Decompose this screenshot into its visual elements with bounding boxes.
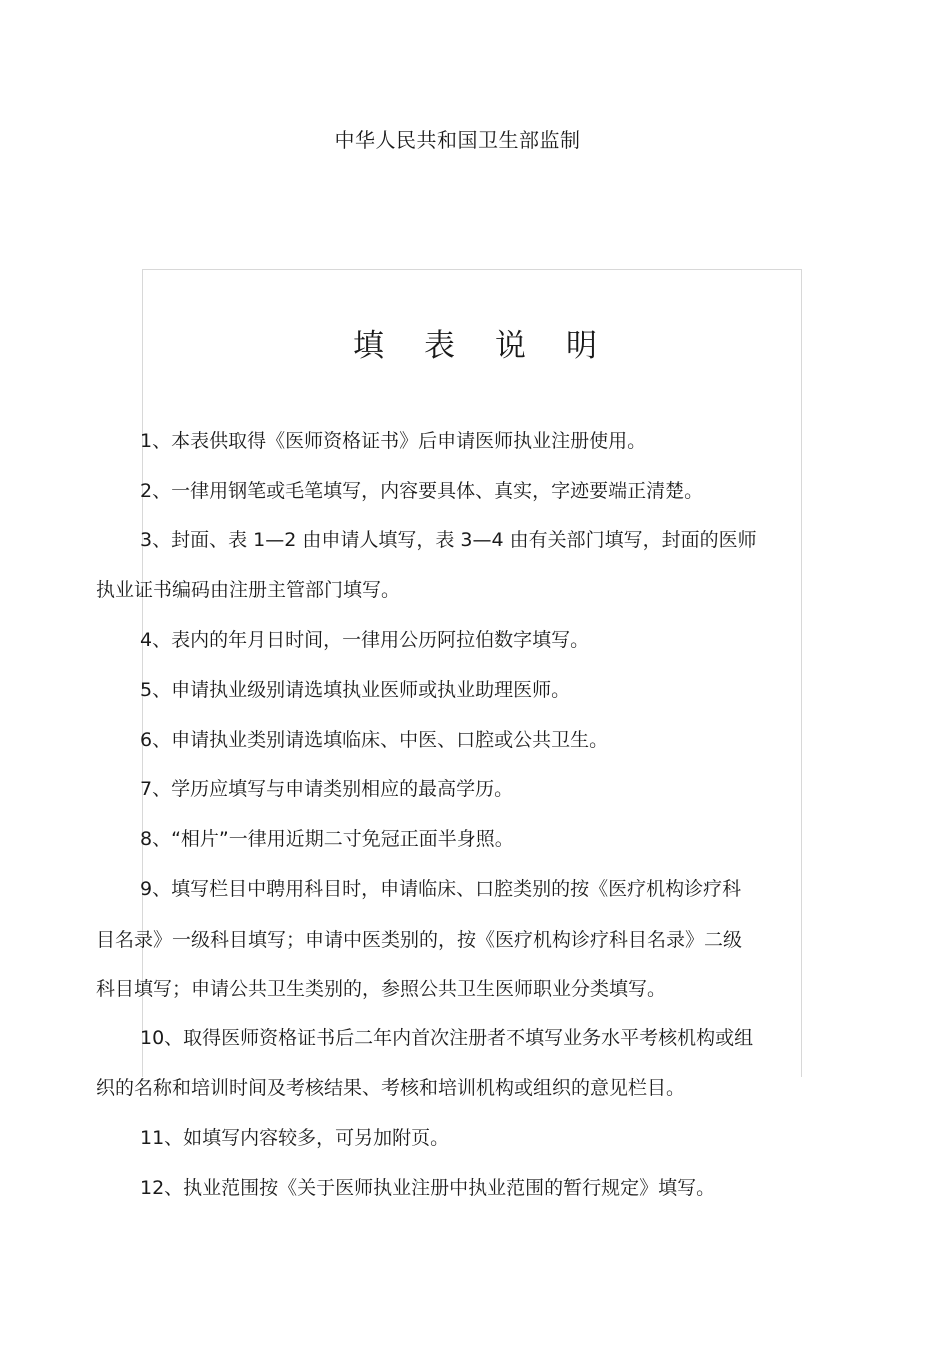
instruction-line: 11、如填写内容较多，可另加附页。 [140, 1127, 450, 1149]
instruction-line: 科目填写；申请公共卫生类别的，参照公共卫生医师职业分类填写。 [96, 978, 667, 1000]
instruction-line: 目名录》一级科目填写；申请中医类别的，按《医疗机构诊疗科目名录》二级 [96, 929, 743, 951]
instruction-line: 织的名称和培训时间及考核结果、考核和培训机构或组织的意见栏目。 [96, 1077, 686, 1099]
instruction-line: 5、申请执业级别请选填执业医师或执业助理医师。 [140, 679, 571, 701]
instruction-line: 1、本表供取得《医师资格证书》后申请医师执业注册使用。 [140, 430, 647, 452]
instruction-line: 2、一律用钢笔或毛笔填写，内容要具体、真实，字迹要端正清楚。 [140, 480, 704, 502]
instruction-line: 执业证书编码由注册主管部门填写。 [96, 579, 401, 601]
instructions-title: 填表说明 [353, 328, 637, 364]
form-frame [142, 269, 802, 1077]
instruction-line: 3、封面、表 1—2 由申请人填写，表 3—4 由有关部门填写，封面的医师 [140, 529, 757, 551]
instruction-line: 9、填写栏目中聘用科目时，申请临床、口腔类别的按《医疗机构诊疗科 [140, 878, 742, 900]
instruction-line: 12、执业范围按《关于医师执业注册中执业范围的暂行规定》填写。 [140, 1177, 716, 1199]
issuer-line: 中华人民共和国卫生部监制 [334, 128, 581, 152]
instruction-line: 10、取得医师资格证书后二年内首次注册者不填写业务水平考核机构或组 [140, 1027, 754, 1049]
instruction-line: 7、学历应填写与申请类别相应的最高学历。 [140, 778, 514, 800]
instruction-line: 8、“相片”一律用近期二寸免冠正面半身照。 [140, 828, 514, 850]
instruction-line: 4、表内的年月日时间，一律用公历阿拉伯数字填写。 [140, 629, 590, 651]
instruction-line: 6、申请执业类别请选填临床、中医、口腔或公共卫生。 [140, 729, 609, 751]
